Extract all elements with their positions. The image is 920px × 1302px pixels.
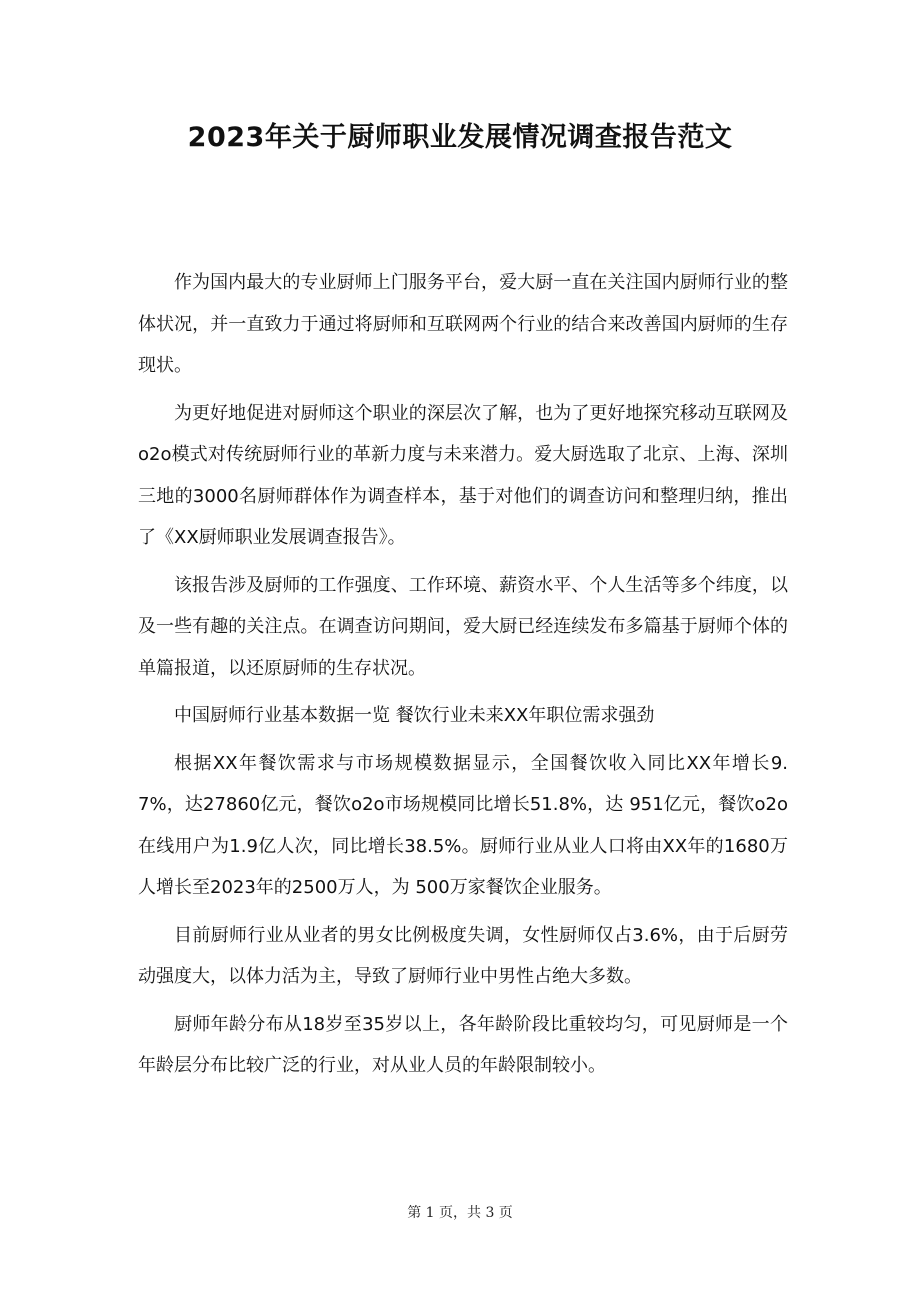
paragraph-age-distribution: 厨师年龄分布从18岁至35岁以上，各年龄阶段比重较均匀，可见厨师是一个年龄层分布比较广泛的行业，对从业人员的年龄限制较小。 xyxy=(138,1013,788,1076)
paragraph-purpose: 为更好地促进对厨师这个职业的深层次了解，也为了更好地探究移动互联网及o2o模式对传统厨师行业的革新力度与未来潜力。爱大厨选取了北京、上海、深圳三地的3000名厨师群体作为调查样本，基于对他们的调查访问和整理归纳，推出了《XX厨师职业发展调查报告》。 xyxy=(138,402,788,548)
document-body xyxy=(138,262,788,1093)
page-footer: 第 1 页，共 3 页 xyxy=(407,1205,513,1221)
paragraph-market-data: 根据XX年餐饮需求与市场规模数据显示，全国餐饮收入同比XX年增长9.7%，达27860亿元，餐饮o2o市场规模同比增长51.8%，达 951亿元，餐饮o2o在线用户为1.9亿人次，同比增长38.5%。厨师行业从业人口将由XX年的1680万人增长至2023年的2500万人，为 500万家餐饮企业服务。 xyxy=(138,752,788,898)
paragraph-report-scope: 该报告涉及厨师的工作强度、工作环境、薪资水平、个人生活等多个纬度，以及一些有趣的关注点。在调查访问期间，爱大厨已经连续发布多篇基于厨师个体的单篇报道，以还原厨师的生存状况。 xyxy=(138,574,788,679)
document-title: 2023年关于厨师职业发展情况调查报告范文 xyxy=(187,122,733,153)
paragraph-intro: 作为国内最大的专业厨师上门服务平台，爱大厨一直在关注国内厨师行业的整体状况，并一直致力于通过将厨师和互联网两个行业的结合来改善国内厨师的生存现状。 xyxy=(138,272,788,376)
paragraph-section-heading: 中国厨师行业基本数据一览 餐饮行业未来XX年职位需求强劲 xyxy=(174,705,655,726)
paragraph-gender-ratio: 目前厨师行业从业者的男女比例极度失调，女性厨师仅占3.6%，由于后厨劳动强度大，以体力活为主，导致了厨师行业中男性占绝大多数。 xyxy=(138,924,788,987)
